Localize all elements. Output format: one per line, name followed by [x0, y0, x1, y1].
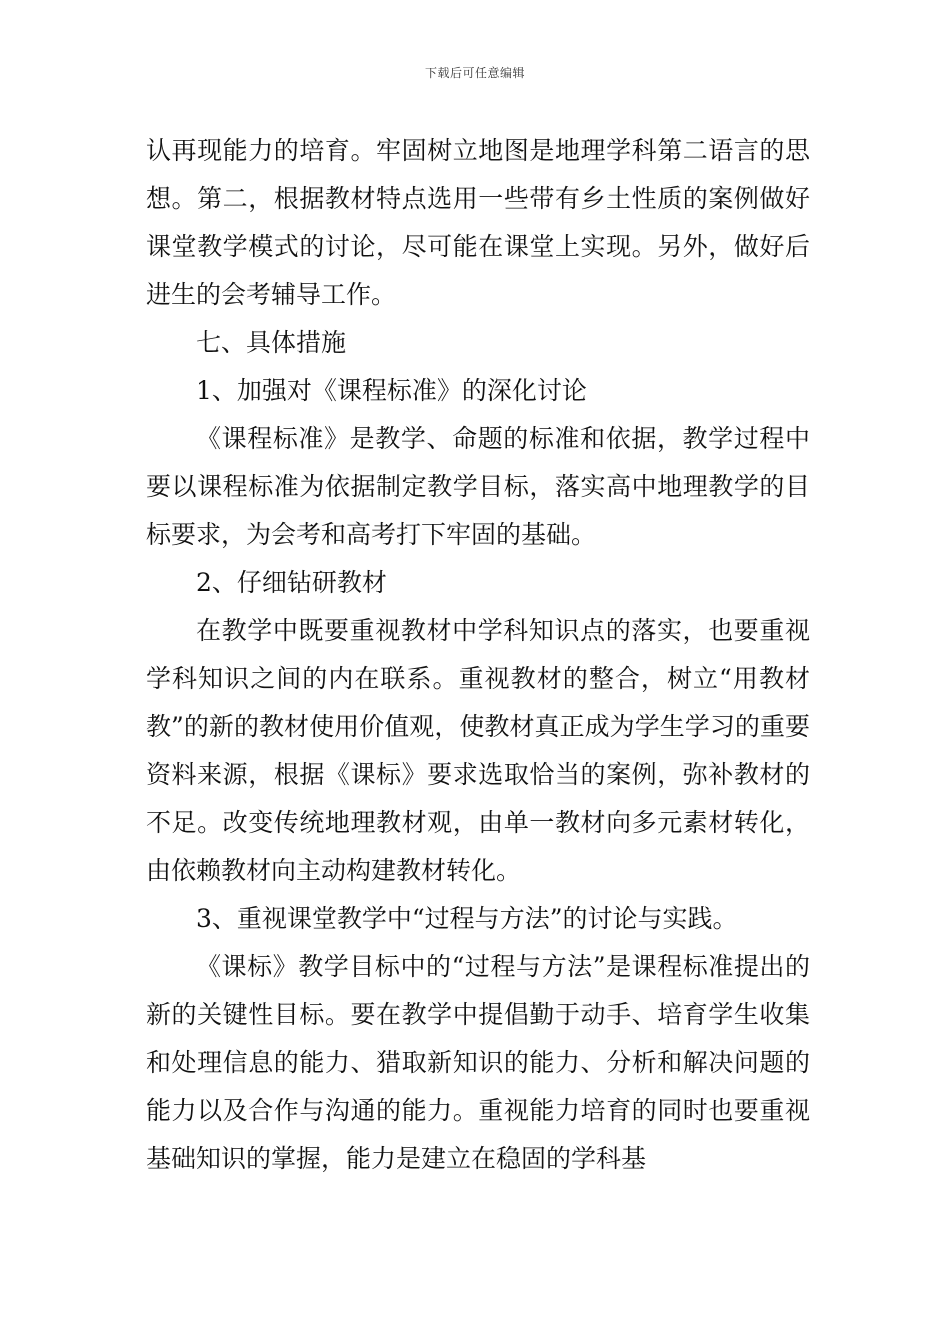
subsection-heading: 3、重视课堂教学中“过程与方法”的讨论与实践。	[196, 904, 738, 933]
page-header: 下载后可任意编辑	[424, 66, 525, 80]
document-body	[146, 127, 810, 1183]
paragraph: 《课标》教学目标中的“过程与方法”是课程标准提出的新的关键性目标。要在教学中提倡勤于动手、培育学生收集和处理信息的能力、猎取新知识的能力、分析和解决问题的能力以及合作与沟通的能力。重视能力培育的同时也要重视基础知识的掌握，能力是建立在稳固的学科基	[146, 952, 810, 1173]
section-heading: 七、具体措施	[196, 328, 347, 357]
paragraph: 在教学中既要重视教材中学科知识点的落实，也要重视学科知识之间的内在联系。重视教材的整合，树立“用教材教”的新的教材使用价值观，使教材真正成为学生学习的重要资料来源，根据《课标》要求选取恰当的案例，弥补教材的不足。改变传统地理教材观，由单一教材向多元素材转化，由依赖教材向主动构建教材转化。	[146, 616, 810, 885]
subsection-heading: 1、加强对《课程标准》的深化讨论	[196, 376, 587, 405]
paragraph: 认再现能力的培育。牢固树立地图是地理学科第二语言的思想。第二，根据教材特点选用一些带有乡土性质的案例做好课堂教学模式的讨论，尽可能在课堂上实现。另外，做好后进生的会考辅导工作。	[146, 136, 810, 309]
subsection-heading: 2、仔细钻研教材	[196, 568, 387, 597]
paragraph: 《课程标准》是教学、命题的标准和依据，教学过程中要以课程标准为依据制定教学目标，落实高中地理教学的目标要求，为会考和高考打下牢固的基础。	[146, 424, 810, 549]
